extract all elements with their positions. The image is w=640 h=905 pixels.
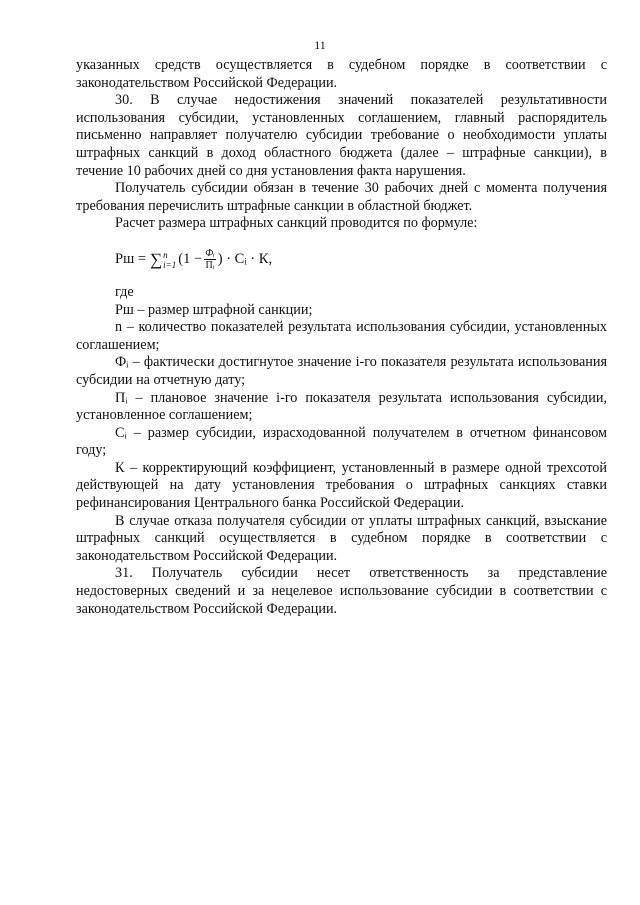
sum-lower-limit: i=1 — [163, 259, 177, 270]
sum-upper-limit: n — [163, 249, 168, 260]
definition-k: К – корректирующий коэффициент, установленный в размере одной трехсотой действующей на дату установления требования о штрафных санкциях ставки рефинансирования Центрального банка Российской Федерации. — [76, 459, 607, 512]
fraction-numerator: Фᵢ — [205, 248, 215, 260]
definition-fi: Фᵢ – фактически достигнутое значение i-го показателя результата использования субсидии на отчетную дату; — [76, 354, 607, 388]
paragraph-continuation: указанных средств осуществляется в судебном порядке в соответствии с законодательством Российской Федерации. — [76, 57, 607, 91]
formula-open: (1 − — [178, 251, 203, 268]
definition-n: n – количество показателей результата использования субсидии, установленных соглашением; — [76, 319, 607, 353]
page-number: 11 — [314, 38, 326, 52]
sum-limits — [163, 250, 176, 270]
formula-fraction — [204, 248, 216, 271]
paragraph-refusal: В случае отказа получателя субсидии от уплаты штрафных санкций, взыскание штрафных санкций осуществляется в судебном порядке в соответствии с законодательством Российской Федерации. — [76, 512, 607, 564]
penalty-formula — [115, 242, 607, 278]
paragraph-item-30: 30. В случае недостижения значений показателей результативности использования субсидии, установленных соглашением, главный распорядитель письменно направляет получателю субсидии требование о необходимости уплаты штрафных санкций в доход областного бюджета (далее – штрафные санкции), в течение 10 рабочих дней со дня установления факта нарушения. — [76, 92, 607, 179]
formula-close: ) · Сᵢ · К, — [217, 251, 273, 268]
definition-rsh: Рш – размер штрафной санкции; — [115, 301, 313, 318]
fraction-denominator: Пᵢ — [205, 260, 215, 272]
sum-symbol: ∑ — [150, 250, 163, 270]
definition-si: Сᵢ – размер субсидии, израсходованной получателем в отчетном финансовом году; — [76, 424, 607, 459]
definition-pi: Пᵢ – плановое значение i-го показателя результата использования субсидии, установленное соглашением; — [76, 389, 607, 424]
paragraph-where: где — [115, 283, 134, 300]
formula-lhs: Рш = — [115, 251, 147, 268]
paragraph-item-31: 31. Получатель субсидии несет ответственность за представление недостоверных сведений и за нецелевое использование субсидии в соответствии с законодательством Российской Федерации. — [76, 565, 607, 617]
paragraph-formula-intro: Расчет размера штрафных санкций проводится по формуле: — [115, 215, 478, 232]
paragraph-payment-deadline: Получатель субсидии обязан в течение 30 рабочих дней с момента получения требования перечислить штрафные санкции в областной бюджет. — [76, 180, 607, 214]
document-body — [76, 57, 607, 618]
